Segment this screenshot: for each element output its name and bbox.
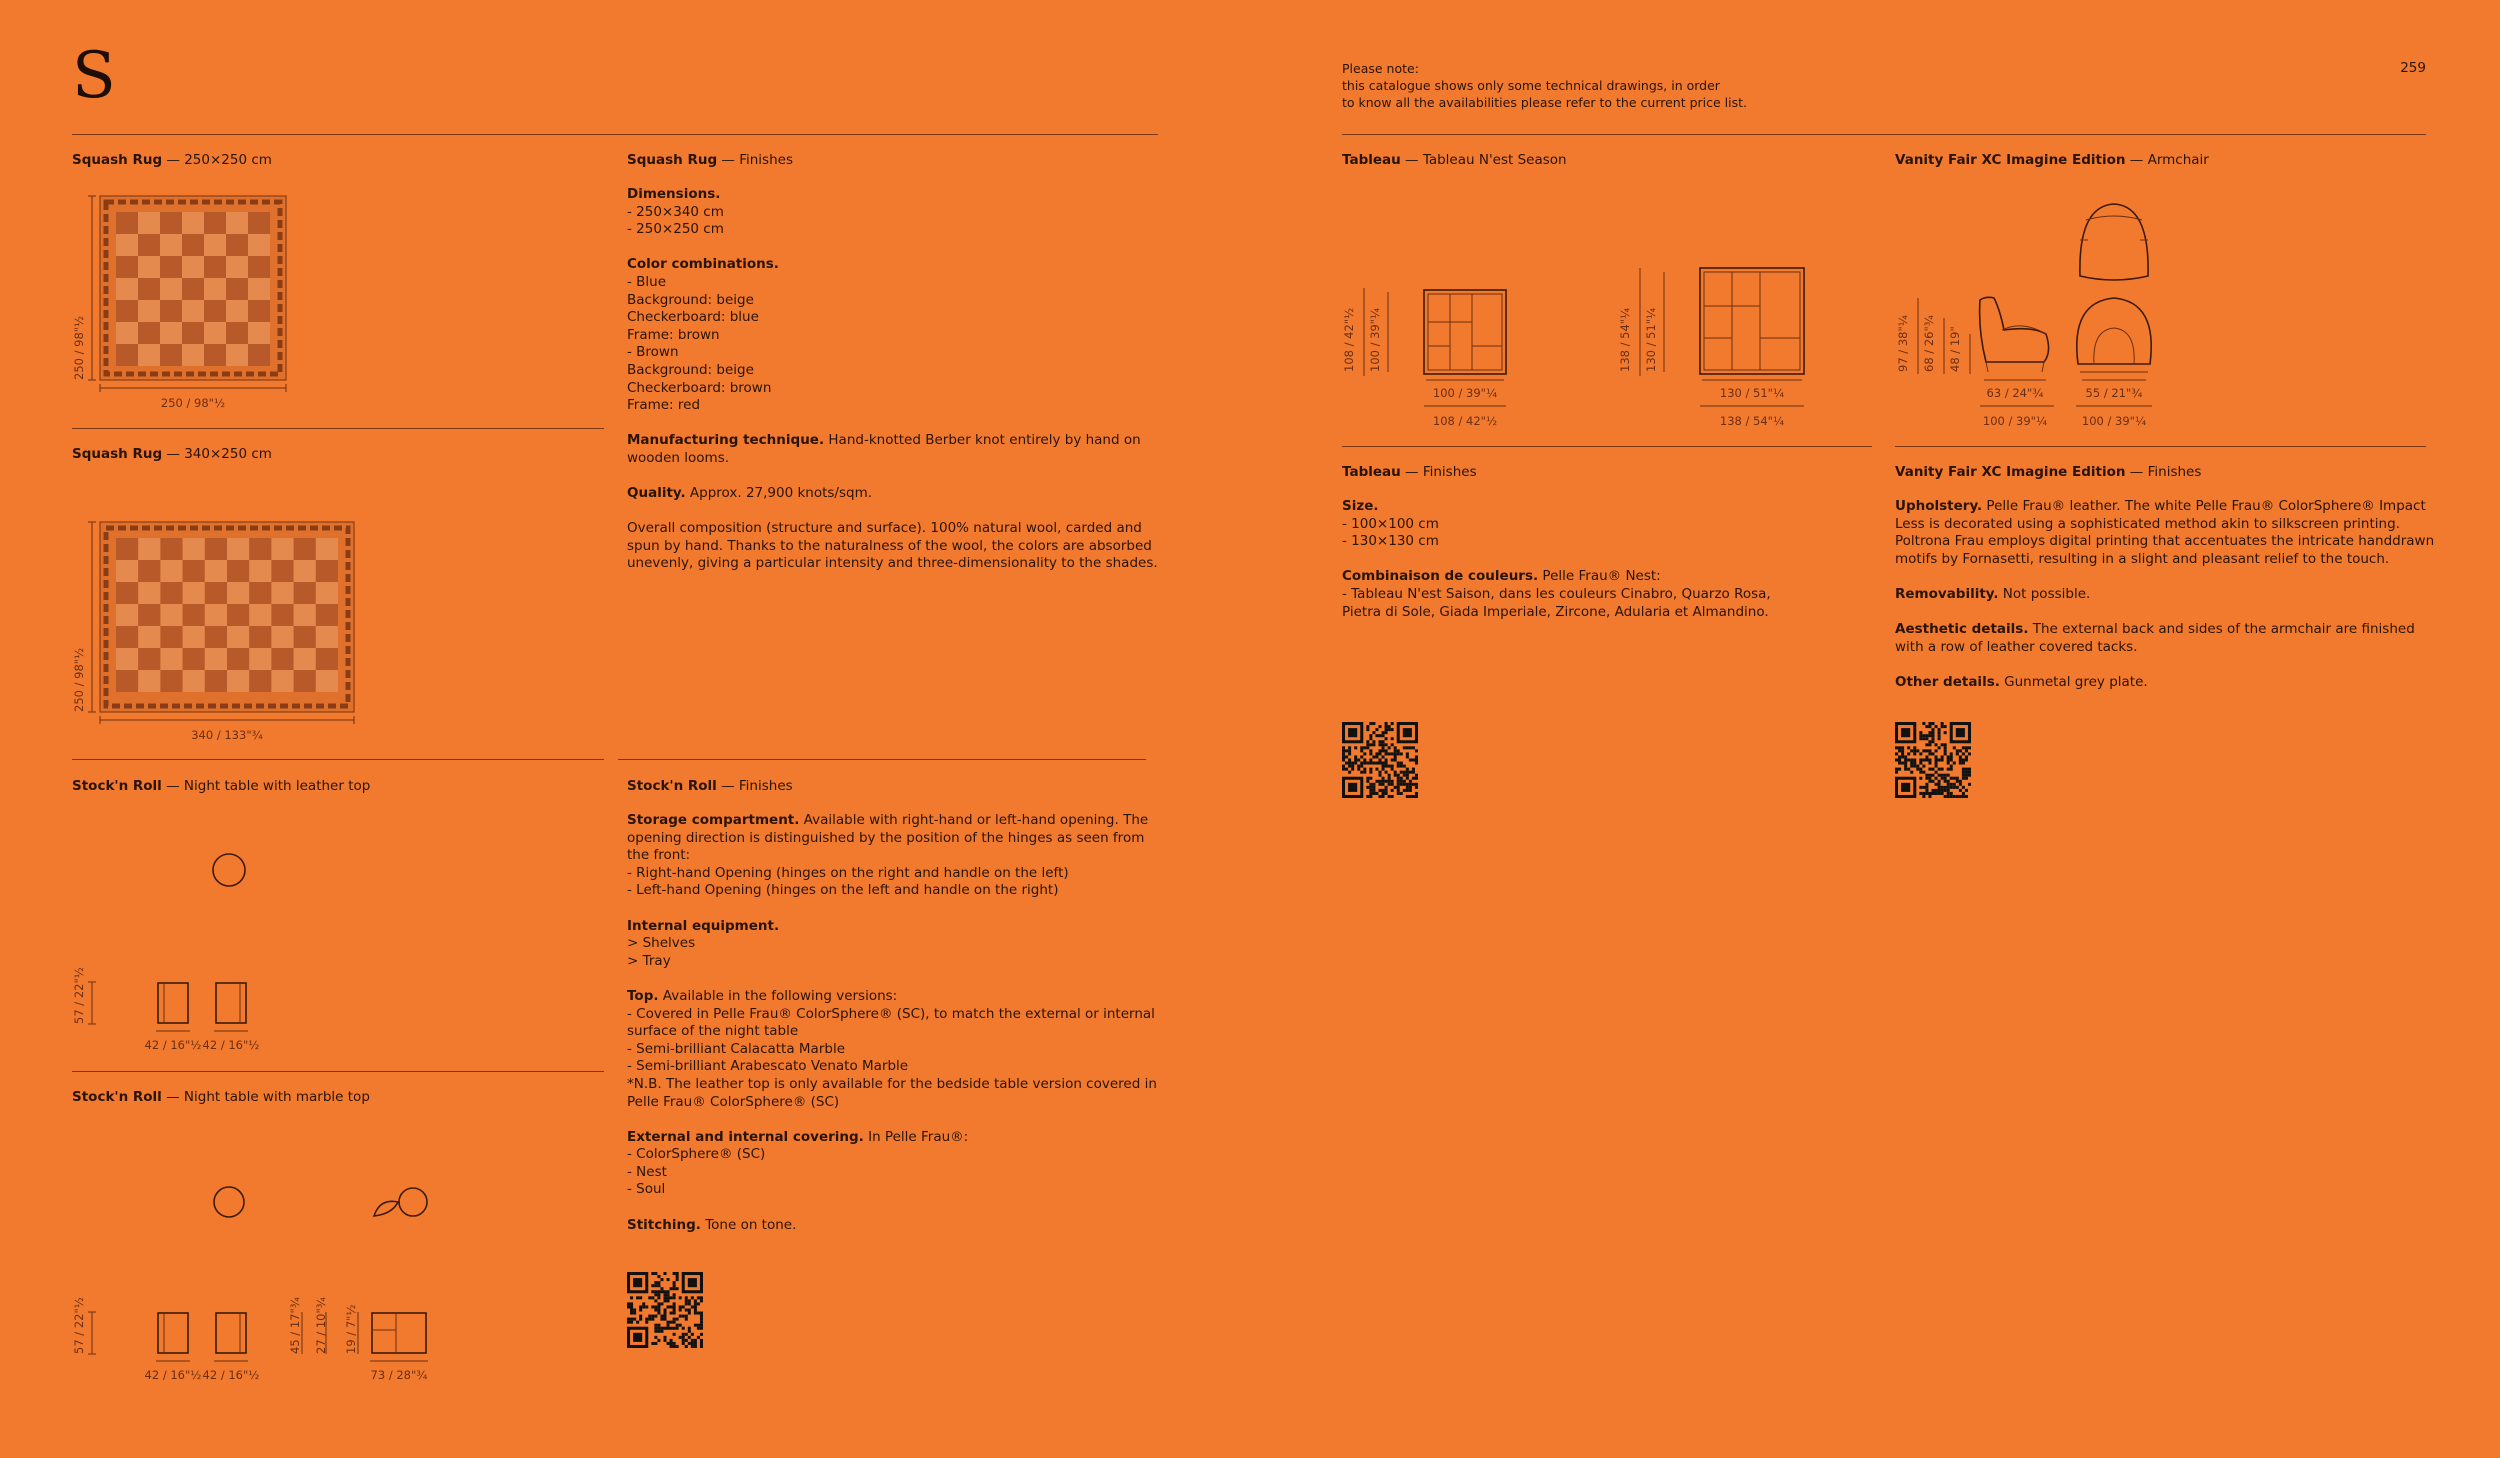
section-letter: S [72, 39, 116, 113]
dim-height: 97 / 38"¼ [1896, 315, 1910, 372]
page-number: 259 [2400, 60, 2426, 76]
dim-height: 48 / 19" [1948, 326, 1962, 372]
dim-width: 108 / 42"½ [1432, 414, 1498, 428]
dim-height: 45 / 17"¾ [288, 1297, 302, 1354]
stock-marble-title: Stock'n Roll — Night table with marble top [72, 1089, 370, 1105]
dim-width: 100 / 39"¼ [2081, 414, 2147, 428]
dim-height: 100 / 39"¼ [1368, 307, 1382, 372]
squash-340-title: Squash Rug — 340×250 cm [72, 446, 272, 462]
tableau-title: Tableau — Tableau N'est Season [1342, 152, 1567, 168]
dim-width: 42 / 16"½ [202, 1368, 260, 1382]
dim-height: 57 / 22"½ [72, 1297, 86, 1354]
vanity-finishes-text: Upholstery. Pelle Frau® leather. The white Pelle Frau® ColorSphere® Impact Less is decorated using a sophisticated method akin to silkscreen printing. Poltrona Frau employs digital printing that accentuates the intricate handdrawn motifs by Fornasetti, resulting in a slight and pleasant relief to the touch. Removability. Not possible. Aesthetic details. The external back and sides of the armchair are finished with a row of leather covered tacks. Other details. Gunmetal grey plate. [1895, 498, 2435, 690]
dim-height: 138 / 54"¼ [1618, 307, 1632, 372]
tableau-finishes-title: Tableau — Finishes [1342, 464, 1477, 480]
dim-height: 130 / 51"¼ [1644, 307, 1658, 372]
dim-height: 57 / 22"½ [72, 967, 86, 1024]
dim-width: 100 / 39"¼ [1432, 386, 1498, 400]
dim-width: 42 / 16"½ [144, 1038, 202, 1052]
dim-width: 138 / 54"¼ [1719, 414, 1785, 428]
qr-code[interactable] [1895, 722, 1971, 798]
dim-width: 63 / 24"¾ [1986, 386, 2044, 400]
dim-height: 68 / 26"¾ [1922, 315, 1936, 372]
dim-width: 100 / 39"¼ [1982, 414, 2048, 428]
dim-height: 250 / 98"½ [72, 647, 86, 712]
dim-width: 42 / 16"½ [144, 1368, 202, 1382]
dim-height: 250 / 98"½ [72, 315, 86, 380]
dim-width: 130 / 51"¼ [1719, 386, 1785, 400]
squash-finishes-text: Dimensions. - 250×340 cm - 250×250 cm Color combinations. - Blue Background: beige Checkerboard: blue Frame: brown - Brown Background: beige Checkerboard: brown Frame: red Manufacturing technique. Hand-knotted Berber knot entirely by hand on wooden looms. Quality. Approx. 27,900 knots/sqm. Overall composition (structure and surface). 100% natural wool, carded and spun by hand. Thanks to the naturalness of the wool, the colors are absorbed unevenly, giving a particular intensity and three-dimensionality to the shades. [627, 186, 1158, 572]
note-line: to know all the availabilities please refer to the current price list. [1342, 95, 1748, 110]
stock-leather-title: Stock'n Roll — Night table with leather top [72, 778, 371, 794]
dim-width: 55 / 21"¾ [2085, 386, 2143, 400]
dim-height: 19 / 7"½ [344, 1304, 358, 1354]
dim-width: 42 / 16"½ [202, 1038, 260, 1052]
dim-width: 73 / 28"¾ [370, 1368, 428, 1382]
dim-width: 250 / 98"½ [160, 396, 226, 410]
stock-finishes-title: Stock'n Roll — Finishes [627, 778, 793, 794]
dim-height: 27 / 10"¾ [314, 1297, 328, 1354]
stock-finishes-text: Storage compartment. Available with right-hand or left-hand opening. The opening direction is distinguished by the position of the hinges as seen from the front: - Right-hand Opening (hinges on the right and handle on the left) - Left-hand Opening (hinges on the left and handle on the right) Internal equipment. > Shelves > Tray Top. Available in the following versions: - Covered in Pelle Frau® ColorSphere® (SC), to match the external or internal surface of the night table - Semi-brilliant Calacatta Marble - Semi-brilliant Arabescato Venato Marble *N.B. The leather top is only available for the bedside table version covered in Pelle Frau® ColorSphere® (SC) External and internal covering. In Pelle Frau®: - ColorSphere® (SC) - Nest - Soul Stitching. Tone on tone. [627, 812, 1157, 1233]
vanity-title: Vanity Fair XC Imagine Edition — Armchair [1895, 152, 2209, 168]
dim-width: 340 / 133"¾ [191, 728, 263, 742]
squash-250-title: Squash Rug — 250×250 cm [72, 152, 272, 168]
tableau-finishes-text: Size. - 100×100 cm - 130×130 cm Combinaison de couleurs. Pelle Frau® Nest: - Tableau N'est Saison, dans les couleurs Cinabro, Quarzo Rosa, Pietra di Sole, Giada Imperiale, Zircone, Adularia et Almandino. [1342, 498, 1771, 620]
squash-finishes-title: Squash Rug — Finishes [627, 152, 793, 168]
note-line: this catalogue shows only some technical drawings, in order [1342, 78, 1720, 93]
vanity-finishes-title: Vanity Fair XC Imagine Edition — Finishes [1895, 464, 2202, 480]
note-line: Please note: [1342, 61, 1419, 76]
dim-height: 108 / 42"½ [1342, 307, 1356, 372]
